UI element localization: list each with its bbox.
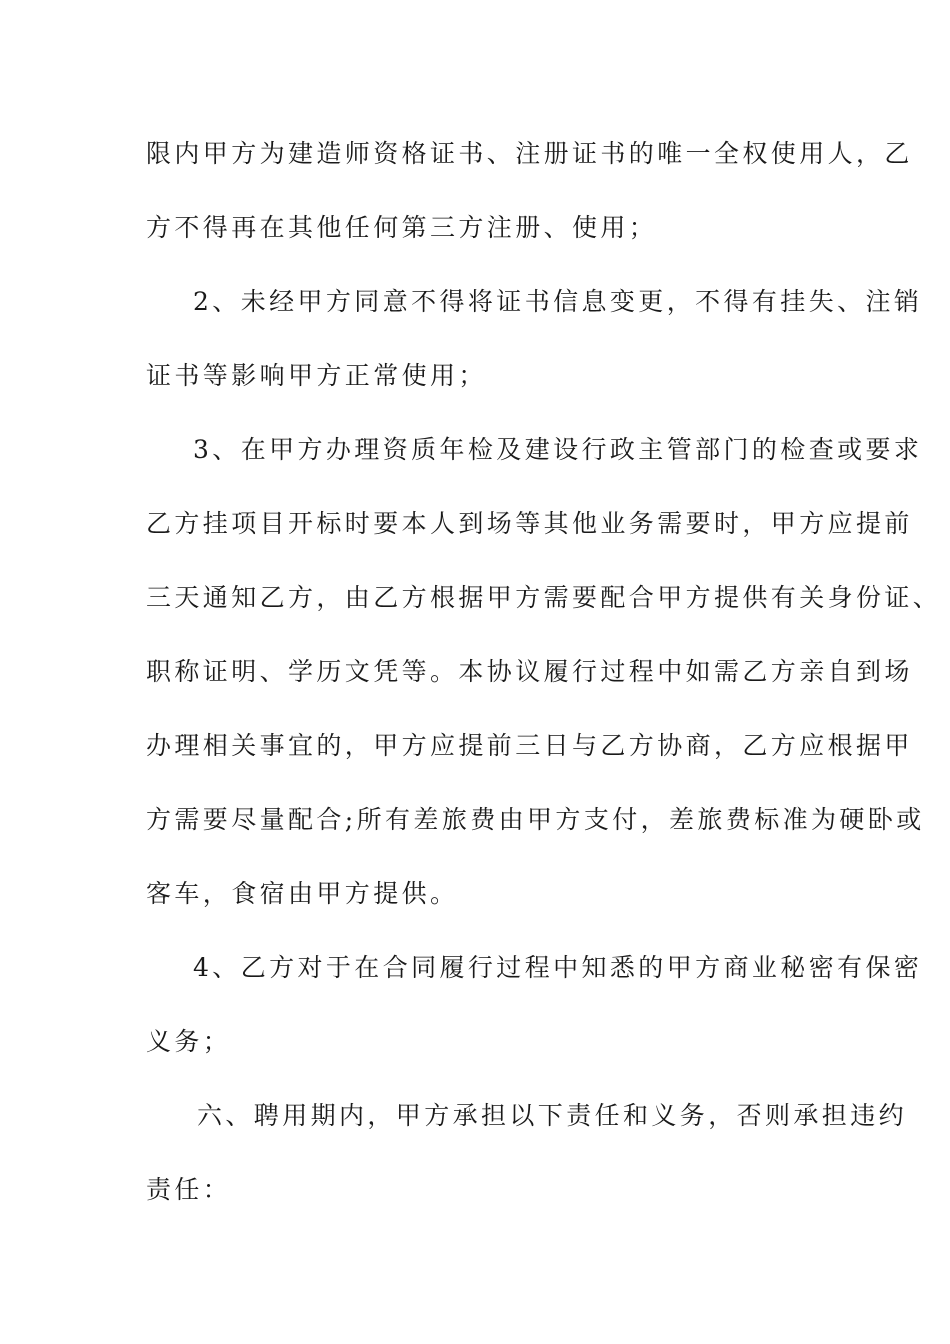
text-line: 乙方挂项目开标时要本人到场等其他业务需要时，甲方应提前 [146,509,913,538]
section-heading-line: 六、聘用期内，甲方承担以下责任和义务，否则承担违约 [197,1101,908,1130]
text-line: 三天通知乙方，由乙方根据甲方需要配合甲方提供有关身份证、 [146,583,942,612]
text-line: 客车，食宿由甲方提供。 [146,879,459,908]
text-line: 3、在甲方办理资质年检及建设行政主管部门的检查或要求 [193,435,923,464]
text-line: 方不得再在其他任何第三方注册、使用； [146,213,658,242]
text-line: 责任： [146,1175,232,1204]
text-line: 2、未经甲方同意不得将证书信息变更，不得有挂失、注销 [193,287,923,316]
text-line: 义务； [146,1027,232,1056]
text-line: 限内甲方为建造师资格证书、注册证书的唯一全权使用人，乙 [146,139,913,168]
text-line: 证书等影响甲方正常使用； [146,361,487,390]
text-line: 职称证明、学历文凭等。本协议履行过程中如需乙方亲自到场 [146,657,913,686]
text-line: 4、乙方对于在合同履行过程中知悉的甲方商业秘密有保密 [193,953,923,982]
text-line: 办理相关事宜的，甲方应提前三日与乙方协商，乙方应根据甲 [146,731,913,760]
text-line: 方需要尽量配合;所有差旅费由甲方支付，差旅费标准为硬卧或 [146,805,925,834]
